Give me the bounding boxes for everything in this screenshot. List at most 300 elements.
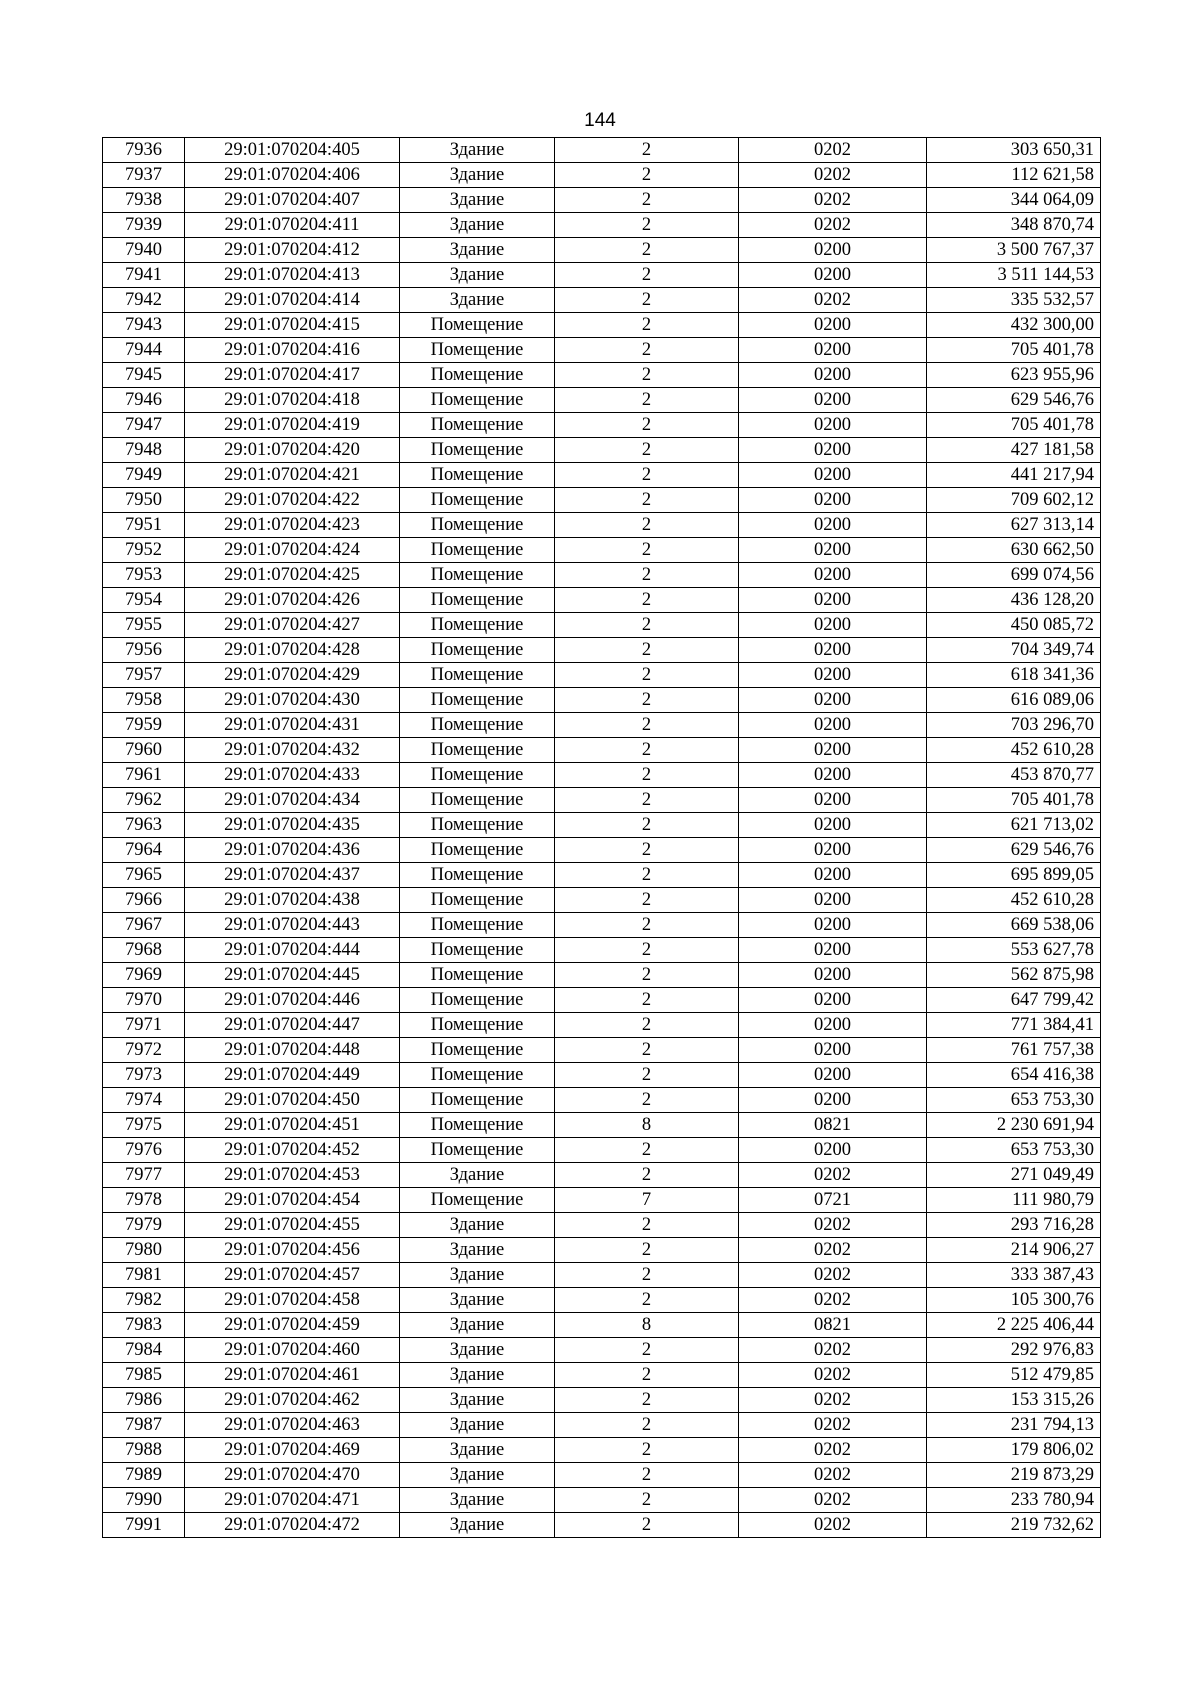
cadastral-number-cell: 29:01:070204:423 (185, 513, 400, 538)
cadastral-value-cell: 333 387,43 (927, 1263, 1101, 1288)
row-number-cell: 7975 (103, 1113, 185, 1138)
cadastral-value-cell: 616 089,06 (927, 688, 1101, 713)
cadastral-value-cell: 450 085,72 (927, 613, 1101, 638)
table-row (103, 338, 1101, 363)
code-cell: 0200 (739, 388, 927, 413)
cadastral-value-cell: 654 416,38 (927, 1063, 1101, 1088)
object-type-cell: Помещение (400, 363, 555, 388)
cadastral-value-cell: 669 538,06 (927, 913, 1101, 938)
code-cell: 0200 (739, 1138, 927, 1163)
table-row (103, 1188, 1101, 1213)
cadastral-number-cell: 29:01:070204:454 (185, 1188, 400, 1213)
group-cell: 2 (555, 1138, 739, 1163)
table-row (103, 1213, 1101, 1238)
cadastral-number-cell: 29:01:070204:418 (185, 388, 400, 413)
cadastral-number-cell: 29:01:070204:406 (185, 163, 400, 188)
table-row (103, 513, 1101, 538)
row-number-cell: 7937 (103, 163, 185, 188)
table-row (103, 263, 1101, 288)
row-number-cell: 7940 (103, 238, 185, 263)
cadastral-number-cell: 29:01:070204:417 (185, 363, 400, 388)
object-type-cell: Помещение (400, 538, 555, 563)
object-type-cell: Помещение (400, 863, 555, 888)
table-row (103, 238, 1101, 263)
cadastral-value-cell: 553 627,78 (927, 938, 1101, 963)
row-number-cell: 7941 (103, 263, 185, 288)
cadastral-value-cell: 231 794,13 (927, 1413, 1101, 1438)
cadastral-number-cell: 29:01:070204:436 (185, 838, 400, 863)
table-row (103, 963, 1101, 988)
group-cell: 2 (555, 713, 739, 738)
group-cell: 2 (555, 238, 739, 263)
code-cell: 0202 (739, 1163, 927, 1188)
table-row (103, 713, 1101, 738)
row-number-cell: 7963 (103, 813, 185, 838)
table-row (103, 688, 1101, 713)
group-cell: 2 (555, 538, 739, 563)
object-type-cell: Здание (400, 188, 555, 213)
group-cell: 2 (555, 1238, 739, 1263)
row-number-cell: 7977 (103, 1163, 185, 1188)
code-cell: 0200 (739, 788, 927, 813)
table-row (103, 1488, 1101, 1513)
group-cell: 2 (555, 338, 739, 363)
code-cell: 0200 (739, 863, 927, 888)
code-cell: 0202 (739, 1338, 927, 1363)
group-cell: 2 (555, 363, 739, 388)
code-cell: 0200 (739, 938, 927, 963)
object-type-cell: Помещение (400, 963, 555, 988)
cadastral-number-cell: 29:01:070204:438 (185, 888, 400, 913)
cadastral-value-cell: 709 602,12 (927, 488, 1101, 513)
code-cell: 0202 (739, 1488, 927, 1513)
row-number-cell: 7979 (103, 1213, 185, 1238)
cadastral-number-cell: 29:01:070204:429 (185, 663, 400, 688)
code-cell: 0200 (739, 1013, 927, 1038)
cadastral-value-cell: 293 716,28 (927, 1213, 1101, 1238)
row-number-cell: 7973 (103, 1063, 185, 1088)
code-cell: 0202 (739, 213, 927, 238)
object-type-cell: Помещение (400, 913, 555, 938)
group-cell: 2 (555, 763, 739, 788)
object-type-cell: Здание (400, 1413, 555, 1438)
object-type-cell: Здание (400, 1213, 555, 1238)
group-cell: 2 (555, 488, 739, 513)
table-row (103, 1113, 1101, 1138)
table-row (103, 563, 1101, 588)
table-row (103, 1038, 1101, 1063)
code-cell: 0200 (739, 563, 927, 588)
cadastral-number-cell: 29:01:070204:437 (185, 863, 400, 888)
cadastral-number-cell: 29:01:070204:425 (185, 563, 400, 588)
row-number-cell: 7961 (103, 763, 185, 788)
object-type-cell: Здание (400, 213, 555, 238)
object-type-cell: Помещение (400, 463, 555, 488)
cadastral-number-cell: 29:01:070204:426 (185, 588, 400, 613)
cadastral-value-cell: 2 225 406,44 (927, 1313, 1101, 1338)
cadastral-number-cell: 29:01:070204:431 (185, 713, 400, 738)
code-cell: 0200 (739, 913, 927, 938)
cadastral-value-cell: 233 780,94 (927, 1488, 1101, 1513)
cadastral-value-cell: 219 732,62 (927, 1513, 1101, 1538)
code-cell: 0200 (739, 663, 927, 688)
group-cell: 7 (555, 1188, 739, 1213)
cadastral-value-cell: 153 315,26 (927, 1388, 1101, 1413)
group-cell: 2 (555, 1063, 739, 1088)
code-cell: 0202 (739, 1238, 927, 1263)
code-cell: 0200 (739, 838, 927, 863)
cadastral-number-cell: 29:01:070204:456 (185, 1238, 400, 1263)
row-number-cell: 7950 (103, 488, 185, 513)
table-row (103, 588, 1101, 613)
cadastral-number-cell: 29:01:070204:458 (185, 1288, 400, 1313)
cadastral-number-cell: 29:01:070204:451 (185, 1113, 400, 1138)
cadastral-value-cell: 699 074,56 (927, 563, 1101, 588)
code-cell: 0200 (739, 413, 927, 438)
row-number-cell: 7938 (103, 188, 185, 213)
cadastral-number-cell: 29:01:070204:413 (185, 263, 400, 288)
table-row (103, 613, 1101, 638)
table-row (103, 1263, 1101, 1288)
code-cell: 0200 (739, 713, 927, 738)
group-cell: 2 (555, 963, 739, 988)
object-type-cell: Помещение (400, 638, 555, 663)
cadastral-value-cell: 303 650,31 (927, 138, 1101, 163)
cadastral-value-cell: 111 980,79 (927, 1188, 1101, 1213)
group-cell: 2 (555, 1263, 739, 1288)
code-cell: 0202 (739, 1513, 927, 1538)
cadastral-value-cell: 436 128,20 (927, 588, 1101, 613)
code-cell: 0200 (739, 438, 927, 463)
cadastral-value-cell: 453 870,77 (927, 763, 1101, 788)
group-cell: 2 (555, 1088, 739, 1113)
object-type-cell: Помещение (400, 663, 555, 688)
group-cell: 2 (555, 313, 739, 338)
object-type-cell: Помещение (400, 488, 555, 513)
group-cell: 2 (555, 1288, 739, 1313)
cadastral-number-cell: 29:01:070204:424 (185, 538, 400, 563)
cadastral-value-cell: 623 955,96 (927, 363, 1101, 388)
code-cell: 0200 (739, 238, 927, 263)
object-type-cell: Помещение (400, 313, 555, 338)
cadastral-value-cell: 761 757,38 (927, 1038, 1101, 1063)
object-type-cell: Помещение (400, 838, 555, 863)
cadastral-value-cell: 112 621,58 (927, 163, 1101, 188)
group-cell: 2 (555, 513, 739, 538)
cadastral-value-cell: 703 296,70 (927, 713, 1101, 738)
code-cell: 0200 (739, 1088, 927, 1113)
cadastral-value-cell: 3 500 767,37 (927, 238, 1101, 263)
cadastral-value-cell: 647 799,42 (927, 988, 1101, 1013)
row-number-cell: 7971 (103, 1013, 185, 1038)
cadastral-value-cell: 629 546,76 (927, 388, 1101, 413)
object-type-cell: Здание (400, 163, 555, 188)
row-number-cell: 7976 (103, 1138, 185, 1163)
cadastral-number-cell: 29:01:070204:452 (185, 1138, 400, 1163)
table-row (103, 213, 1101, 238)
table-row (103, 1313, 1101, 1338)
object-type-cell: Помещение (400, 1088, 555, 1113)
cadastral-number-cell: 29:01:070204:449 (185, 1063, 400, 1088)
group-cell: 2 (555, 1413, 739, 1438)
code-cell: 0200 (739, 888, 927, 913)
object-type-cell: Помещение (400, 338, 555, 363)
code-cell: 0200 (739, 588, 927, 613)
cadastral-number-cell: 29:01:070204:419 (185, 413, 400, 438)
table-row (103, 363, 1101, 388)
cadastral-number-cell: 29:01:070204:444 (185, 938, 400, 963)
cadastral-value-cell: 618 341,36 (927, 663, 1101, 688)
row-number-cell: 7980 (103, 1238, 185, 1263)
group-cell: 2 (555, 138, 739, 163)
row-number-cell: 7982 (103, 1288, 185, 1313)
code-cell: 0200 (739, 488, 927, 513)
group-cell: 2 (555, 1438, 739, 1463)
object-type-cell: Помещение (400, 788, 555, 813)
row-number-cell: 7939 (103, 213, 185, 238)
cadastral-value-cell: 653 753,30 (927, 1138, 1101, 1163)
code-cell: 0202 (739, 1413, 927, 1438)
cadastral-number-cell: 29:01:070204:470 (185, 1463, 400, 1488)
cadastral-value-cell: 348 870,74 (927, 213, 1101, 238)
code-cell: 0200 (739, 263, 927, 288)
object-type-cell: Помещение (400, 763, 555, 788)
cadastral-number-cell: 29:01:070204:405 (185, 138, 400, 163)
object-type-cell: Помещение (400, 1113, 555, 1138)
cadastral-value-cell: 214 906,27 (927, 1238, 1101, 1263)
cadastral-number-cell: 29:01:070204:412 (185, 238, 400, 263)
object-type-cell: Помещение (400, 688, 555, 713)
table-row (103, 288, 1101, 313)
cadastral-number-cell: 29:01:070204:446 (185, 988, 400, 1013)
table-row (103, 163, 1101, 188)
cadastral-value-cell: 705 401,78 (927, 338, 1101, 363)
object-type-cell: Здание (400, 1363, 555, 1388)
row-number-cell: 7988 (103, 1438, 185, 1463)
code-cell: 0200 (739, 813, 927, 838)
cadastral-value-cell: 621 713,02 (927, 813, 1101, 838)
code-cell: 0200 (739, 763, 927, 788)
object-type-cell: Помещение (400, 738, 555, 763)
table-row (103, 438, 1101, 463)
cadastral-number-cell: 29:01:070204:415 (185, 313, 400, 338)
object-type-cell: Помещение (400, 513, 555, 538)
code-cell: 0200 (739, 963, 927, 988)
cadastral-value-cell: 219 873,29 (927, 1463, 1101, 1488)
group-cell: 2 (555, 613, 739, 638)
group-cell: 2 (555, 163, 739, 188)
code-cell: 0202 (739, 288, 927, 313)
group-cell: 2 (555, 588, 739, 613)
object-type-cell: Здание (400, 1238, 555, 1263)
row-number-cell: 7989 (103, 1463, 185, 1488)
row-number-cell: 7946 (103, 388, 185, 413)
table-row (103, 1013, 1101, 1038)
row-number-cell: 7954 (103, 588, 185, 613)
row-number-cell: 7962 (103, 788, 185, 813)
table-row (103, 1363, 1101, 1388)
object-type-cell: Здание (400, 1163, 555, 1188)
code-cell: 0721 (739, 1188, 927, 1213)
object-type-cell: Здание (400, 1313, 555, 1338)
cadastral-value-cell: 344 064,09 (927, 188, 1101, 213)
code-cell: 0200 (739, 688, 927, 713)
cadastral-value-cell: 452 610,28 (927, 888, 1101, 913)
code-cell: 0202 (739, 1263, 927, 1288)
object-type-cell: Помещение (400, 1038, 555, 1063)
table-row (103, 1238, 1101, 1263)
code-cell: 0200 (739, 313, 927, 338)
table-row (103, 638, 1101, 663)
table-row (103, 463, 1101, 488)
cadastral-number-cell: 29:01:070204:420 (185, 438, 400, 463)
code-cell: 0200 (739, 363, 927, 388)
cadastral-number-cell: 29:01:070204:462 (185, 1388, 400, 1413)
code-cell: 0202 (739, 1463, 927, 1488)
group-cell: 2 (555, 663, 739, 688)
table-row (103, 988, 1101, 1013)
code-cell: 0200 (739, 513, 927, 538)
cadastral-number-cell: 29:01:070204:453 (185, 1163, 400, 1188)
cadastral-value-cell: 427 181,58 (927, 438, 1101, 463)
row-number-cell: 7969 (103, 963, 185, 988)
code-cell: 0202 (739, 1213, 927, 1238)
cadastral-number-cell: 29:01:070204:463 (185, 1413, 400, 1438)
group-cell: 2 (555, 288, 739, 313)
object-type-cell: Здание (400, 1388, 555, 1413)
group-cell: 2 (555, 1463, 739, 1488)
cadastral-value-cell: 629 546,76 (927, 838, 1101, 863)
cadastral-value-cell: 2 230 691,94 (927, 1113, 1101, 1138)
cadastral-number-cell: 29:01:070204:461 (185, 1363, 400, 1388)
object-type-cell: Здание (400, 1338, 555, 1363)
cadastral-value-cell: 271 049,49 (927, 1163, 1101, 1188)
row-number-cell: 7981 (103, 1263, 185, 1288)
cadastral-number-cell: 29:01:070204:422 (185, 488, 400, 513)
object-type-cell: Здание (400, 1438, 555, 1463)
cadastral-value-cell: 705 401,78 (927, 413, 1101, 438)
code-cell: 0200 (739, 738, 927, 763)
row-number-cell: 7968 (103, 938, 185, 963)
row-number-cell: 7959 (103, 713, 185, 738)
code-cell: 0200 (739, 538, 927, 563)
code-cell: 0202 (739, 1288, 927, 1313)
cadastral-number-cell: 29:01:070204:411 (185, 213, 400, 238)
row-number-cell: 7948 (103, 438, 185, 463)
code-cell: 0202 (739, 163, 927, 188)
group-cell: 8 (555, 1113, 739, 1138)
object-type-cell: Здание (400, 1263, 555, 1288)
registry-table (102, 137, 1101, 1538)
object-type-cell: Помещение (400, 1063, 555, 1088)
table-row (103, 1338, 1101, 1363)
cadastral-value-cell: 441 217,94 (927, 463, 1101, 488)
row-number-cell: 7974 (103, 1088, 185, 1113)
group-cell: 2 (555, 913, 739, 938)
row-number-cell: 7966 (103, 888, 185, 913)
row-number-cell: 7957 (103, 663, 185, 688)
group-cell: 2 (555, 213, 739, 238)
cadastral-number-cell: 29:01:070204:447 (185, 1013, 400, 1038)
object-type-cell: Помещение (400, 938, 555, 963)
row-number-cell: 7953 (103, 563, 185, 588)
code-cell: 0202 (739, 1388, 927, 1413)
group-cell: 2 (555, 1388, 739, 1413)
row-number-cell: 7986 (103, 1388, 185, 1413)
object-type-cell: Здание (400, 1513, 555, 1538)
cadastral-number-cell: 29:01:070204:471 (185, 1488, 400, 1513)
table-row (103, 138, 1101, 163)
group-cell: 2 (555, 788, 739, 813)
registry-table-body (103, 138, 1101, 1538)
object-type-cell: Помещение (400, 1013, 555, 1038)
table-row (103, 788, 1101, 813)
table-row (103, 763, 1101, 788)
row-number-cell: 7952 (103, 538, 185, 563)
cadastral-value-cell: 452 610,28 (927, 738, 1101, 763)
cadastral-value-cell: 653 753,30 (927, 1088, 1101, 1113)
cadastral-value-cell: 630 662,50 (927, 538, 1101, 563)
cadastral-number-cell: 29:01:070204:472 (185, 1513, 400, 1538)
row-number-cell: 7987 (103, 1413, 185, 1438)
cadastral-value-cell: 432 300,00 (927, 313, 1101, 338)
cadastral-value-cell: 292 976,83 (927, 1338, 1101, 1363)
code-cell: 0200 (739, 613, 927, 638)
group-cell: 2 (555, 838, 739, 863)
table-row (103, 413, 1101, 438)
object-type-cell: Здание (400, 238, 555, 263)
code-cell: 0200 (739, 988, 927, 1013)
table-row (103, 1138, 1101, 1163)
code-cell: 0202 (739, 138, 927, 163)
table-row (103, 388, 1101, 413)
table-row (103, 1463, 1101, 1488)
group-cell: 2 (555, 863, 739, 888)
cadastral-number-cell: 29:01:070204:448 (185, 1038, 400, 1063)
table-row (103, 1063, 1101, 1088)
group-cell: 2 (555, 188, 739, 213)
table-row (103, 838, 1101, 863)
object-type-cell: Помещение (400, 1138, 555, 1163)
group-cell: 2 (555, 1338, 739, 1363)
cadastral-number-cell: 29:01:070204:414 (185, 288, 400, 313)
table-row (103, 913, 1101, 938)
row-number-cell: 7984 (103, 1338, 185, 1363)
code-cell: 0202 (739, 1438, 927, 1463)
cadastral-value-cell: 771 384,41 (927, 1013, 1101, 1038)
cadastral-number-cell: 29:01:070204:455 (185, 1213, 400, 1238)
table-row (103, 1088, 1101, 1113)
object-type-cell: Помещение (400, 588, 555, 613)
object-type-cell: Здание (400, 288, 555, 313)
group-cell: 2 (555, 813, 739, 838)
cadastral-number-cell: 29:01:070204:460 (185, 1338, 400, 1363)
row-number-cell: 7955 (103, 613, 185, 638)
cadastral-number-cell: 29:01:070204:433 (185, 763, 400, 788)
cadastral-number-cell: 29:01:070204:416 (185, 338, 400, 363)
cadastral-number-cell: 29:01:070204:469 (185, 1438, 400, 1463)
object-type-cell: Помещение (400, 1188, 555, 1213)
object-type-cell: Здание (400, 1488, 555, 1513)
row-number-cell: 7965 (103, 863, 185, 888)
table-row (103, 1413, 1101, 1438)
group-cell: 2 (555, 688, 739, 713)
table-row (103, 888, 1101, 913)
object-type-cell: Здание (400, 263, 555, 288)
object-type-cell: Помещение (400, 713, 555, 738)
group-cell: 2 (555, 1488, 739, 1513)
code-cell: 0200 (739, 338, 927, 363)
